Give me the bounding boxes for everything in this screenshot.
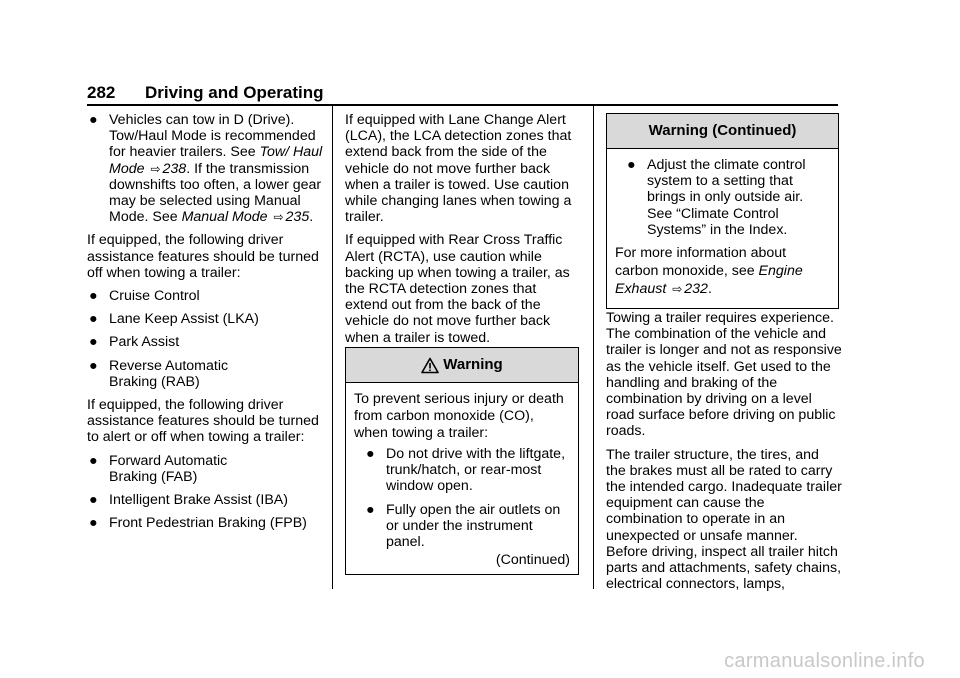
column-3 (606, 310, 842, 599)
header-rule (87, 104, 838, 106)
list-item: ● Lane Keep Assist (LKA) (89, 311, 259, 328)
column-divider-1 (332, 106, 333, 589)
warning-header (346, 348, 578, 383)
warning-body (346, 383, 578, 574)
bullet-icon: ● (366, 446, 375, 462)
bullet-icon: ● (89, 334, 98, 351)
warning-title: Warning (Continued) (648, 121, 797, 139)
paragraph: If equipped with Lane Change Alert (LCA), the LCA detection zones that extend back from the side of the vehicle do not move further back when a trailer is towed. Use caution while changing lanes when towing a trailer. (345, 112, 572, 226)
list-item: ● Intelligent Brake Assist (IBA) (89, 492, 288, 509)
list-item: ● Reverse Automatic Braking (RAB) (89, 357, 229, 390)
list-item: ● Do not drive with the liftgate, trunk/hatch, or rear-most window open. (366, 446, 566, 495)
list-item: ● Front Pedestrian Braking (FPB) (89, 515, 307, 532)
bullet-icon: ● (89, 288, 98, 305)
paragraph: If equipped, the following driver assistance features should be turned to alert or off when towing a trailer: (87, 397, 319, 446)
page-ref[interactable]: 232 (684, 281, 708, 298)
tow-haul-mode-link[interactable]: Tow/ Haul Mode (109, 144, 323, 177)
bullet-icon: ● (627, 157, 636, 173)
bullet-icon: ● (89, 492, 98, 509)
bullet-icon: ● (89, 357, 98, 374)
page-ref-arrow-icon: ⇨ (672, 282, 683, 297)
manual-mode-link[interactable]: Manual Mode (181, 209, 268, 226)
bullet-icon: ● (89, 515, 98, 532)
engine-exhaust-link[interactable]: Engine Exhaust (615, 263, 803, 298)
warning-box (345, 347, 579, 575)
section-title: Driving and Operating (145, 83, 324, 102)
bullet-icon: ● (89, 452, 98, 469)
page-ref-arrow-icon: ⇨ (273, 210, 284, 225)
list-item: ● Adjust the climate control system to a setting that brings in only outside air. See “Climate Control Systems” in the Index. (627, 157, 806, 238)
page-number: 282 (87, 83, 116, 102)
warning-body (607, 149, 838, 308)
list-item: ● Cruise Control (89, 288, 200, 305)
paragraph: The trailer structure, the tires, and the brakes must all be rated to carry the intended cargo. Inadequate trailer equipment can cause the combination to operate in an unexpected or unsafe manner. Before driving, inspect all trailer hitch parts and attachments, safety chains, electrical connectors, lamps, (606, 446, 842, 593)
column-1 (87, 112, 323, 538)
list-item: ● Fully open the air outlets on or under the instrument panel. (366, 501, 561, 551)
list-item: ● Forward Automatic Braking (FAB) (89, 452, 228, 485)
bullet-icon: ● (89, 311, 98, 328)
bullet-icon: ● (89, 112, 98, 128)
warning-continued-box (606, 113, 839, 309)
page-ref[interactable]: 238 (162, 160, 187, 177)
warning-triangle-icon (421, 357, 439, 374)
list-item: ● Park Assist (89, 334, 180, 351)
watermark: carmanualsonline.info (724, 650, 925, 672)
page-header (87, 82, 837, 104)
warning-more-info: For more information about carbon monoxide, see Engine Exhaust ⇨ 232. (615, 245, 803, 298)
warning-title: Warning (443, 355, 503, 373)
paragraph: Towing a trailer requires experience. The combination of the vehicle and trailer is longer and not as responsive as the vehicle itself. Get used to the handling and braking of the combination by driving on a level road surface before driving on public roads. (606, 310, 842, 440)
bullet-icon: ● (366, 501, 375, 518)
column-2 (345, 112, 579, 353)
warning-header (607, 114, 838, 149)
page-ref-arrow-icon: ⇨ (150, 161, 161, 176)
list-item: ● Vehicles can tow in D (Drive). Tow/Haul Mode is recommended for heavier trailers. See Tow/ Haul Mode ⇨ 238. If the transmission downshifts too often, a lower gear may be selected using Manual Mode. See Manual Mode ⇨ 235. (89, 112, 323, 226)
paragraph: If equipped, the following driver assistance features should be turned off when towing a trailer: (87, 232, 319, 281)
paragraph: If equipped with Rear Cross Traffic Alert (RCTA), use caution while backing up when towing a trailer, as the RCTA detection zones that extend out from the back of the vehicle do not move further back when a trailer is towed. (345, 232, 570, 346)
warning-intro: To prevent serious injury or death from carbon monoxide (CO), when towing a trailer: (354, 391, 564, 441)
column-divider-2 (593, 106, 594, 589)
continued-label: (Continued) (495, 552, 570, 569)
page-ref[interactable]: 235 (285, 209, 310, 226)
